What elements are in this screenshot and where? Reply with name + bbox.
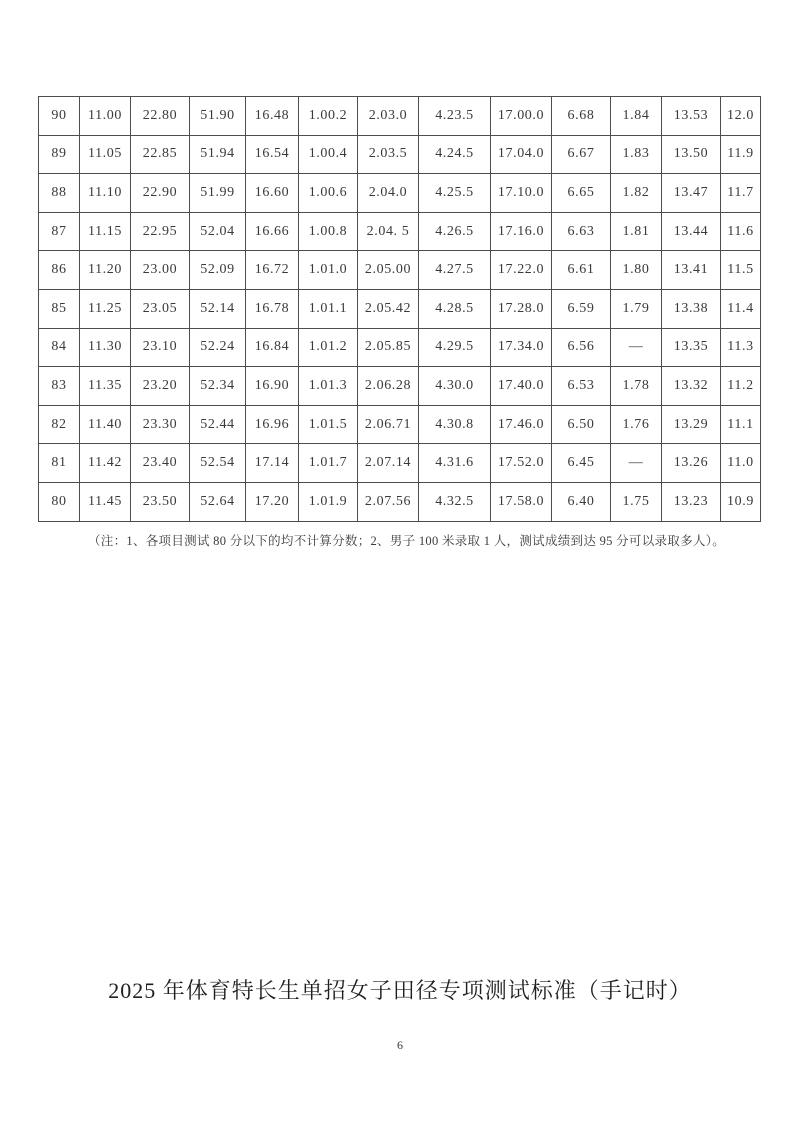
value-cell: 13.29 [662, 405, 721, 444]
value-cell: 16.66 [246, 212, 299, 251]
value-cell: 23.10 [131, 328, 190, 367]
value-cell: 52.24 [190, 328, 246, 367]
value-cell: 2.03.0 [358, 97, 419, 136]
table-row [39, 405, 761, 444]
table-row [39, 289, 761, 328]
value-cell: 10.9 [721, 482, 761, 521]
value-cell: 23.50 [131, 482, 190, 521]
score-cell: 90 [39, 97, 80, 136]
value-cell: 13.38 [662, 289, 721, 328]
value-cell: 1.78 [611, 367, 662, 406]
value-cell: 23.40 [131, 444, 190, 483]
value-cell: 6.65 [552, 174, 611, 213]
value-cell: 13.32 [662, 367, 721, 406]
value-cell: 51.94 [190, 135, 246, 174]
value-cell: 13.47 [662, 174, 721, 213]
value-cell: 11.00 [80, 97, 131, 136]
value-cell: 13.44 [662, 212, 721, 251]
score-cell: 85 [39, 289, 80, 328]
section-title: 2025 年体育特长生单招女子田径专项测试标准（手记时） [108, 978, 692, 1003]
table-row [39, 174, 761, 213]
value-cell: 1.00.8 [299, 212, 358, 251]
value-cell: 16.84 [246, 328, 299, 367]
value-cell: 2.05.85 [358, 328, 419, 367]
value-cell: 6.63 [552, 212, 611, 251]
value-cell: 13.26 [662, 444, 721, 483]
value-cell: 1.01.3 [299, 367, 358, 406]
value-cell: 13.35 [662, 328, 721, 367]
value-cell: 2.03.5 [358, 135, 419, 174]
value-cell: 4.32.5 [419, 482, 491, 521]
value-cell: 1.01.9 [299, 482, 358, 521]
value-cell: 1.81 [611, 212, 662, 251]
value-cell: 6.59 [552, 289, 611, 328]
value-cell: 17.52.0 [491, 444, 552, 483]
value-cell: 1.01.1 [299, 289, 358, 328]
value-cell: 52.64 [190, 482, 246, 521]
score-table [38, 96, 761, 522]
value-cell: 1.76 [611, 405, 662, 444]
value-cell: 1.00.4 [299, 135, 358, 174]
value-cell: 22.90 [131, 174, 190, 213]
value-cell: 11.30 [80, 328, 131, 367]
value-cell: 1.79 [611, 289, 662, 328]
value-cell: 16.72 [246, 251, 299, 290]
value-cell: 17.00.0 [491, 97, 552, 136]
value-cell: 17.46.0 [491, 405, 552, 444]
value-cell: 2.04. 5 [358, 212, 419, 251]
value-cell: 4.23.5 [419, 97, 491, 136]
value-cell: 6.45 [552, 444, 611, 483]
table-row [39, 444, 761, 483]
table-note: （注：1、各项目测试 80 分以下的均不计算分数；2、男子 100 米录取 1 人，测试成绩到达 95 分可以录取多人）。 [88, 534, 726, 548]
value-cell: 6.56 [552, 328, 611, 367]
value-cell: 16.90 [246, 367, 299, 406]
value-cell: 6.50 [552, 405, 611, 444]
value-cell: 23.05 [131, 289, 190, 328]
value-cell: 16.48 [246, 97, 299, 136]
score-cell: 84 [39, 328, 80, 367]
value-cell: 52.14 [190, 289, 246, 328]
value-cell: 16.78 [246, 289, 299, 328]
score-table-wrapper [38, 96, 761, 522]
value-cell: 1.01.2 [299, 328, 358, 367]
value-cell: 4.30.0 [419, 367, 491, 406]
value-cell: 2.04.0 [358, 174, 419, 213]
value-cell: 22.80 [131, 97, 190, 136]
value-cell: 17.22.0 [491, 251, 552, 290]
value-cell: — [611, 328, 662, 367]
value-cell: 11.15 [80, 212, 131, 251]
score-cell: 89 [39, 135, 80, 174]
table-row [39, 135, 761, 174]
value-cell: 11.20 [80, 251, 131, 290]
score-cell: 86 [39, 251, 80, 290]
value-cell: 11.25 [80, 289, 131, 328]
value-cell: 11.2 [721, 367, 761, 406]
value-cell: 1.01.5 [299, 405, 358, 444]
value-cell: 17.58.0 [491, 482, 552, 521]
value-cell: 1.01.0 [299, 251, 358, 290]
value-cell: 2.05.00 [358, 251, 419, 290]
value-cell: 23.00 [131, 251, 190, 290]
value-cell: 11.45 [80, 482, 131, 521]
value-cell: 17.20 [246, 482, 299, 521]
value-cell: 13.23 [662, 482, 721, 521]
page-number: 6 [397, 1038, 403, 1052]
value-cell: 51.99 [190, 174, 246, 213]
table-row [39, 367, 761, 406]
value-cell: 6.68 [552, 97, 611, 136]
score-cell: 87 [39, 212, 80, 251]
value-cell: 52.44 [190, 405, 246, 444]
value-cell: 4.25.5 [419, 174, 491, 213]
value-cell: 2.07.14 [358, 444, 419, 483]
value-cell: 11.05 [80, 135, 131, 174]
value-cell: 4.26.5 [419, 212, 491, 251]
value-cell: 6.53 [552, 367, 611, 406]
value-cell: 4.30.8 [419, 405, 491, 444]
value-cell: 52.04 [190, 212, 246, 251]
value-cell: 17.14 [246, 444, 299, 483]
score-cell: 82 [39, 405, 80, 444]
value-cell: 11.9 [721, 135, 761, 174]
score-table-body [39, 97, 761, 522]
value-cell: 6.40 [552, 482, 611, 521]
value-cell: 11.3 [721, 328, 761, 367]
score-cell: 88 [39, 174, 80, 213]
table-row [39, 328, 761, 367]
value-cell: 11.1 [721, 405, 761, 444]
value-cell: 13.50 [662, 135, 721, 174]
value-cell: 23.20 [131, 367, 190, 406]
value-cell: 2.05.42 [358, 289, 419, 328]
value-cell: 1.83 [611, 135, 662, 174]
value-cell: 51.90 [190, 97, 246, 136]
value-cell: 6.61 [552, 251, 611, 290]
value-cell: 11.7 [721, 174, 761, 213]
value-cell: 11.42 [80, 444, 131, 483]
value-cell: 4.28.5 [419, 289, 491, 328]
value-cell: 11.0 [721, 444, 761, 483]
score-cell: 80 [39, 482, 80, 521]
value-cell: 1.84 [611, 97, 662, 136]
value-cell: 2.06.28 [358, 367, 419, 406]
value-cell: 17.40.0 [491, 367, 552, 406]
table-row [39, 97, 761, 136]
score-cell: 81 [39, 444, 80, 483]
value-cell: 2.07.56 [358, 482, 419, 521]
value-cell: 11.5 [721, 251, 761, 290]
value-cell: 4.24.5 [419, 135, 491, 174]
value-cell: 52.09 [190, 251, 246, 290]
value-cell: 16.60 [246, 174, 299, 213]
value-cell: 6.67 [552, 135, 611, 174]
value-cell: 1.75 [611, 482, 662, 521]
value-cell: 4.27.5 [419, 251, 491, 290]
value-cell: 1.00.6 [299, 174, 358, 213]
value-cell: 11.35 [80, 367, 131, 406]
table-row [39, 482, 761, 521]
value-cell: 22.95 [131, 212, 190, 251]
value-cell: 1.01.7 [299, 444, 358, 483]
table-row [39, 251, 761, 290]
value-cell: 52.34 [190, 367, 246, 406]
value-cell: 23.30 [131, 405, 190, 444]
value-cell: — [611, 444, 662, 483]
value-cell: 1.00.2 [299, 97, 358, 136]
value-cell: 16.96 [246, 405, 299, 444]
value-cell: 11.4 [721, 289, 761, 328]
value-cell: 4.31.6 [419, 444, 491, 483]
value-cell: 13.53 [662, 97, 721, 136]
value-cell: 17.16.0 [491, 212, 552, 251]
value-cell: 1.82 [611, 174, 662, 213]
value-cell: 13.41 [662, 251, 721, 290]
value-cell: 4.29.5 [419, 328, 491, 367]
value-cell: 17.04.0 [491, 135, 552, 174]
value-cell: 22.85 [131, 135, 190, 174]
value-cell: 11.10 [80, 174, 131, 213]
value-cell: 1.80 [611, 251, 662, 290]
value-cell: 17.34.0 [491, 328, 552, 367]
value-cell: 2.06.71 [358, 405, 419, 444]
value-cell: 17.10.0 [491, 174, 552, 213]
value-cell: 16.54 [246, 135, 299, 174]
score-cell: 83 [39, 367, 80, 406]
value-cell: 11.6 [721, 212, 761, 251]
value-cell: 12.0 [721, 97, 761, 136]
value-cell: 17.28.0 [491, 289, 552, 328]
value-cell: 52.54 [190, 444, 246, 483]
table-row [39, 212, 761, 251]
value-cell: 11.40 [80, 405, 131, 444]
